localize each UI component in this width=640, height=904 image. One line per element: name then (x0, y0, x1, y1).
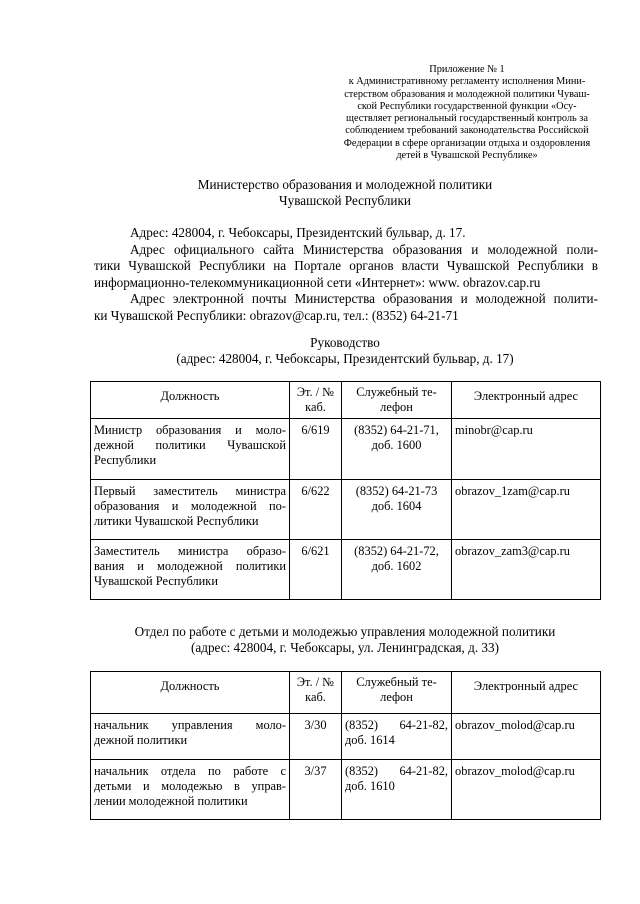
ministry-contacts (94, 225, 598, 324)
header-position: Должность (91, 382, 290, 419)
appendix-line: Федерации в сфере организации отдыха и оздоровления (343, 137, 591, 149)
appendix-line: соблюдением требований законодательства Российской (345, 125, 589, 137)
header-email: Электронный адрес (452, 672, 601, 714)
cell-position: начальник отдела по работе с детьми и молодежью в управ- лении молодежной политики (91, 760, 290, 820)
appendix-note (332, 64, 602, 162)
table-row (91, 480, 601, 540)
table-row (91, 760, 601, 820)
ministry-site-line: информационно-телекоммуникационной сети «Интернет»: www. obrazov.cap.ru (94, 274, 541, 290)
appendix-line: детей в Чувашской Республике» (396, 150, 538, 162)
table-row (91, 419, 601, 480)
cell-room: 6/622 (290, 480, 342, 540)
appendix-line: к Административному регламенту исполнения Мини- (348, 76, 586, 88)
cell-room: 6/621 (290, 540, 342, 600)
ministry-address: Адрес: 428004, г. Чебоксары, Президентский бульвар, д. 17. (130, 225, 466, 240)
cell-email: obrazov_1zam@cap.ru (452, 480, 601, 540)
appendix-line: Приложение № 1 (429, 64, 505, 75)
section2-title: Отдел по работе с детьми и молодежью управления молодежной политики (134, 624, 556, 639)
section1-heading (90, 335, 600, 367)
header-position: Должность (91, 672, 290, 714)
cell-phone: (8352) 64-21-71, доб. 1600 (342, 419, 452, 480)
cell-room: 3/37 (290, 760, 342, 820)
section1-title: Руководство (310, 335, 380, 350)
cell-phone: (8352) 64-21-73 доб. 1604 (342, 480, 452, 540)
ministry-site-line: Адрес официального сайта Министерства образования и молодежной поли- (130, 241, 598, 257)
cell-email: obrazov_zam3@cap.ru (452, 540, 601, 600)
cell-room: 3/30 (290, 714, 342, 760)
header-room: Эт. / № каб. (290, 382, 342, 419)
ministry-site-line: тики Чувашской Республики на Портале органов власти Чувашской Республики в (94, 258, 598, 273)
cell-email: obrazov_molod@cap.ru (452, 714, 601, 760)
ministry-title-line: Чувашской Республики (279, 193, 411, 208)
section2-subtitle: (адрес: 428004, г. Чебоксары, ул. Ленинградская, д. 33) (190, 640, 500, 655)
ministry-title-line: Министерство образования и молодежной политики (197, 177, 493, 192)
ministry-email-line: ки Чувашской Республики: obrazov@cap.ru, тел.: (8352) 64-21-71 (94, 307, 459, 323)
header-phone: Служебный те- лефон (342, 382, 452, 419)
cell-position: начальник управления моло- дежной политики (91, 714, 290, 760)
header-email: Электронный адрес (452, 382, 601, 419)
header-room: Эт. / № каб. (290, 672, 342, 714)
appendix-line: ской Республики государственной функции «Осу- (357, 100, 577, 112)
appendix-line: ществляет региональный государственный контроль за (346, 113, 588, 125)
appendix-line: стерством образования и молодежной политики Чуваш- (344, 88, 590, 100)
ministry-email-line: Адрес электронной почты Министерства образования и молодежной полити- (130, 291, 598, 306)
table-header-row (91, 672, 601, 714)
ministry-title (90, 177, 600, 209)
table-row (91, 540, 601, 600)
table-header-row (91, 382, 601, 419)
section1-subtitle: (адрес: 428004, г. Чебоксары, Президентский бульвар, д. 17) (176, 351, 514, 366)
cell-email: minobr@cap.ru (452, 419, 601, 480)
cell-phone: (8352) 64-21-72, доб. 1602 (342, 540, 452, 600)
cell-room: 6/619 (290, 419, 342, 480)
youth-department-table (90, 671, 601, 820)
cell-phone: (8352) 64-21-82, доб. 1610 (342, 760, 452, 820)
header-phone: Служебный те- лефон (342, 672, 452, 714)
cell-phone: (8352) 64-21-82, доб. 1614 (342, 714, 452, 760)
section2-heading (90, 624, 600, 656)
table-row (91, 714, 601, 760)
cell-position: Министр образования и моло- дежной политики Чувашской Республики (91, 419, 290, 480)
cell-position: Заместитель министра образо- вания и молодежной политики Чувашской Республики (91, 540, 290, 600)
cell-email: obrazov_molod@cap.ru (452, 760, 601, 820)
cell-position: Первый заместитель министра образования и молодежной по- литики Чувашской Республики (91, 480, 290, 540)
leadership-table (90, 381, 601, 600)
